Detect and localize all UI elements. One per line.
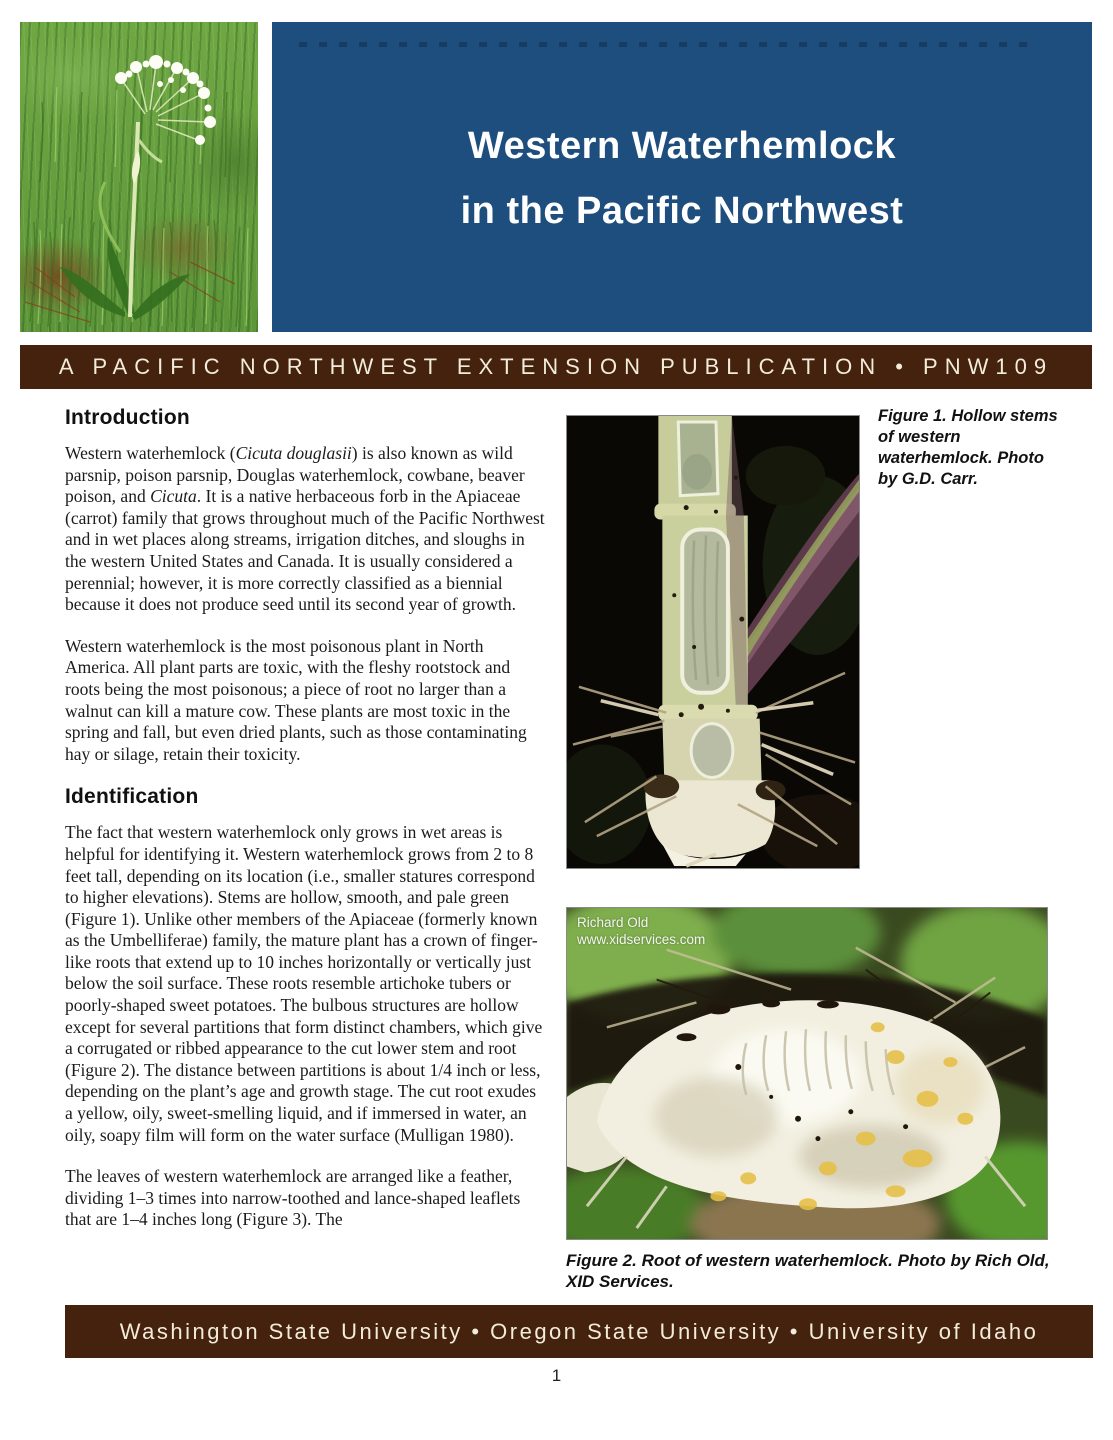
masthead-plant-photo [20,22,258,332]
identification-heading: Identification [65,785,199,809]
figure-1-caption: Figure 1. Hollow stems of western waterhemlock. Photo by G.D. Carr. [878,407,1058,488]
dotted-divider [299,42,1036,47]
plant-photo-illustration [20,22,258,332]
publication-series-banner [20,345,1092,389]
paragraph-text: . It is a native herbaceous forb in the Apiaceae (carrot) family that grows throughout much of the Pacific Northwest and in wet places along streams, irrigation ditches, and sloughs in the western United States and Canada. It is usually considered a perennial; however, it is more correctly classified as a biennial because it does not produce seed until its second year of growth. [65,486,545,615]
publication-title [272,114,1092,244]
root-cross-section-illustration [567,908,1047,1239]
figure-1-photo [566,415,860,869]
figure-2-caption: Figure 2. Root of western waterhemlock. Photo by Rich Old, XID Services. [566,1251,1050,1291]
title-line-1: Western Waterhemlock [467,125,897,167]
intro-paragraph-1 [65,443,548,616]
identification-paragraph-2: The leaves of western waterhemlock are arranged like a feather, dividing 1–3 times into narrow-toothed and lance-shaped leaflets that are 1–4 inches long (Figure 3). The [65,1166,521,1230]
genus-name-italic: Cicuta [150,486,197,507]
paragraph-text: ) is also known as wild parsnip, poison parsnip, Douglas waterhemlock, cowbane, beaver poison, and [65,443,525,507]
universities-banner-text: Washington State University • Oregon State University • University of Idaho [119,1318,1039,1344]
watermark-line-1: Richard Old [577,915,649,930]
species-name-italic: Cicuta douglasii [235,443,352,463]
watermark-line-2: www.xidservices.com [577,932,706,947]
universities-banner [65,1305,1093,1358]
body-text-column [65,406,548,1251]
page-number: 1 [551,1366,562,1385]
introduction-heading: Introduction [65,406,190,429]
title-line-2: in the Pacific Northwest [460,190,904,232]
masthead-title-panel [272,22,1092,332]
paragraph-text: Western waterhemlock ( [65,443,236,463]
photo-watermark [577,914,705,948]
figure-2-photo [566,907,1048,1240]
hollow-stem-illustration [567,416,859,868]
identification-paragraph-1: The fact that western waterhemlock only grows in wet areas is helpful for identifying it. Western waterhemlock grows from 2 to 8 feet tall, depending on its location (i.e., smaller statures correspond to higher elevations). Stems are hollow, smooth, and pale green (Figure 1). Unlike other members of the Apiaceae (formerly known as the Umbelliferae) family, the mature plant has a crown of finger-like roots that extend up to 10 inches horizontally or vertically just below the soil surface. These roots resemble artichoke tubers or poorly-shaped sweet potatoes. The bulbous structures are hollow except for several partitions that form distinct chambers, which give a corrugated or ribbed appearance to the cut lower stem and root (Figure 2). The distance between partitions is about 1/4 inch or less, depending on the plant’s age and growth stage. The cut root exudes a yellow, oily, sweet-smelling liquid, and if immersed in water, an oily, soapy film will form on the water surface (Mulligan 1980). [65,822,543,1145]
intro-paragraph-2: Western waterhemlock is the most poisonous plant in North America. All plant parts are toxic, with the fleshy rootstock and roots being the most poisonous; a piece of root no larger than a walnut can kill a mature cow. These plants are most toxic in the spring and fall, but even dried plants, such as those contaminating hay or silage, retain their toxicity. [65,635,527,764]
series-banner-text: A PACIFIC NORTHWEST EXTENSION PUBLICATION • PNW109 [58,354,1054,379]
